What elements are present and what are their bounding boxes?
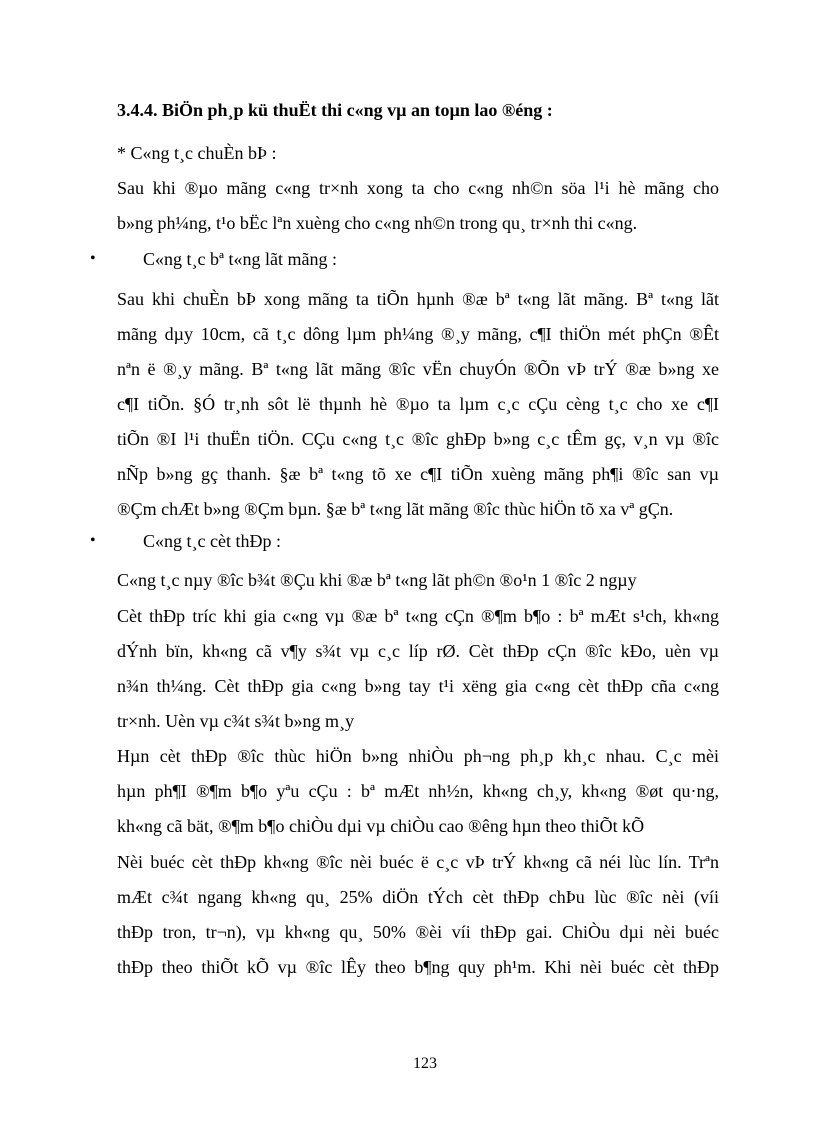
bullet-icon: • bbox=[90, 532, 96, 549]
paragraph-line: nªn ë ®¸y mãng. Bª t«ng lãt mãng ®îc vËn chuyÓn ®Õn vÞ trÝ ®æ b»ng xe bbox=[117, 359, 719, 379]
paragraph-line: Sau khi chuÈn bÞ xong mãng ta tiÕn hµnh ®æ bª t«ng lãt mãng. Bª t«ng lãt bbox=[117, 289, 719, 309]
paragraph-line: tiÕn ®I l¹i thuËn tiÖn. CÇu c«ng t¸c ®îc ghÐp b»ng c¸c tÊm gç, v¸n vµ ®îc bbox=[117, 429, 719, 449]
paragraph-line: Cèt thÐp tríc khi gia c«ng vµ ®æ bª t«ng cÇn ®¶m b¶o : bª mÆt s¹ch, kh«ng bbox=[117, 606, 719, 626]
paragraph-line: tr×nh. Uèn vµ c¾t s¾t b»ng m¸y bbox=[117, 711, 354, 731]
paragraph-line: Nèi buéc cèt thÐp kh«ng ®îc nèi buéc ë c¸c vÞ trÝ kh«ng cã néi lùc lín. Trªn bbox=[117, 852, 719, 872]
paragraph-line: n¾n th¼ng. Cèt thÐp gia c«ng b»ng tay t¹i xëng gia c«ng cèt thÐp cña c«ng bbox=[117, 676, 719, 696]
paragraph-line: mÆt c¾t ngang kh«ng qu¸ 25% diÖn tÝch cèt thÐp chÞu lùc ®îc nèi (víi bbox=[117, 887, 719, 907]
bullet-title-reinforcement: C«ng t¸c cèt thÐp : bbox=[143, 531, 281, 551]
paragraph-line: dÝnh bïn, kh«ng cã v¶y s¾t vµ c¸c líp rØ. Cèt thÐp cÇn ®îc kÐo, uèn vµ bbox=[117, 641, 719, 661]
paragraph-line: kh«ng cã bät, ®¶m b¶o chiÒu dµi vµ chiÒu cao ®êng hµn theo thiÕt kÕ bbox=[117, 816, 645, 836]
page-number: 123 bbox=[413, 1055, 437, 1072]
paragraph-line: hµn ph¶I ®¶m b¶o yªu cÇu : bª mÆt nh½n, kh«ng ch¸y, kh«ng ®øt qu·ng, bbox=[117, 781, 719, 801]
bullet-icon: • bbox=[90, 250, 96, 267]
paragraph-line: thÐp theo thiÕt kÕ vµ ®îc lÊy theo b¶ng quy ph¹m. Khi nèi buéc cèt thÐp bbox=[117, 957, 719, 977]
bullet-title-concrete: C«ng t¸c bª t«ng lãt mãng : bbox=[143, 249, 337, 269]
paragraph-line: C«ng t¸c nµy ®îc b¾t ®Çu khi ®æ bª t«ng lãt ph©n ®o¹n 1 ®îc 2 ngµy bbox=[117, 570, 637, 590]
paragraph-line: Hµn cèt thÐp ®îc thùc hiÖn b»ng nhiÒu ph¬ng ph¸p kh¸c nhau. C¸c mèi bbox=[117, 746, 719, 766]
paragraph-line: mãng dµy 10cm, cã t¸c dông lµm ph¼ng ®¸y mãng, c¶I thiÖn mét phÇn ®Êt bbox=[117, 324, 719, 344]
subheading-preparation: * C«ng t¸c chuÈn bÞ : bbox=[117, 143, 277, 163]
section-heading: 3.4.4. BiÖn ph¸p kü thuËt thi c«ng vµ an toµn lao ®éng : bbox=[117, 100, 553, 120]
paragraph-line: b»ng ph¼ng, t¹o bËc lªn xuèng cho c«ng nh©n trong qu¸ tr×nh thi c«ng. bbox=[117, 213, 638, 233]
paragraph-line: Sau khi ®µo mãng c«ng tr×nh xong ta cho c«ng nh©n söa l¹i hè mãng cho bbox=[117, 178, 719, 198]
paragraph-line: thÐp tron, tr¬n), vµ kh«ng qu¸ 50% ®èi víi thÐp gai. ChiÒu dµi nèi buéc bbox=[117, 922, 719, 942]
paragraph-line: nÑp b»ng gç thanh. §æ bª t«ng tõ xe c¶I tiÕn xuèng mãng ph¶i ®îc san vµ bbox=[117, 464, 719, 484]
paragraph-line: ®Çm chÆt b»ng ®Çm bµn. §æ bª t«ng lãt mãng ®îc thùc hiÖn tõ xa vª gÇn. bbox=[117, 499, 674, 519]
paragraph-line: c¶I tiÕn. §Ó tr¸nh sôt lë thµnh hè ®µo ta lµm c¸c cÇu cèng t¸c cho xe c¶I bbox=[117, 394, 719, 414]
